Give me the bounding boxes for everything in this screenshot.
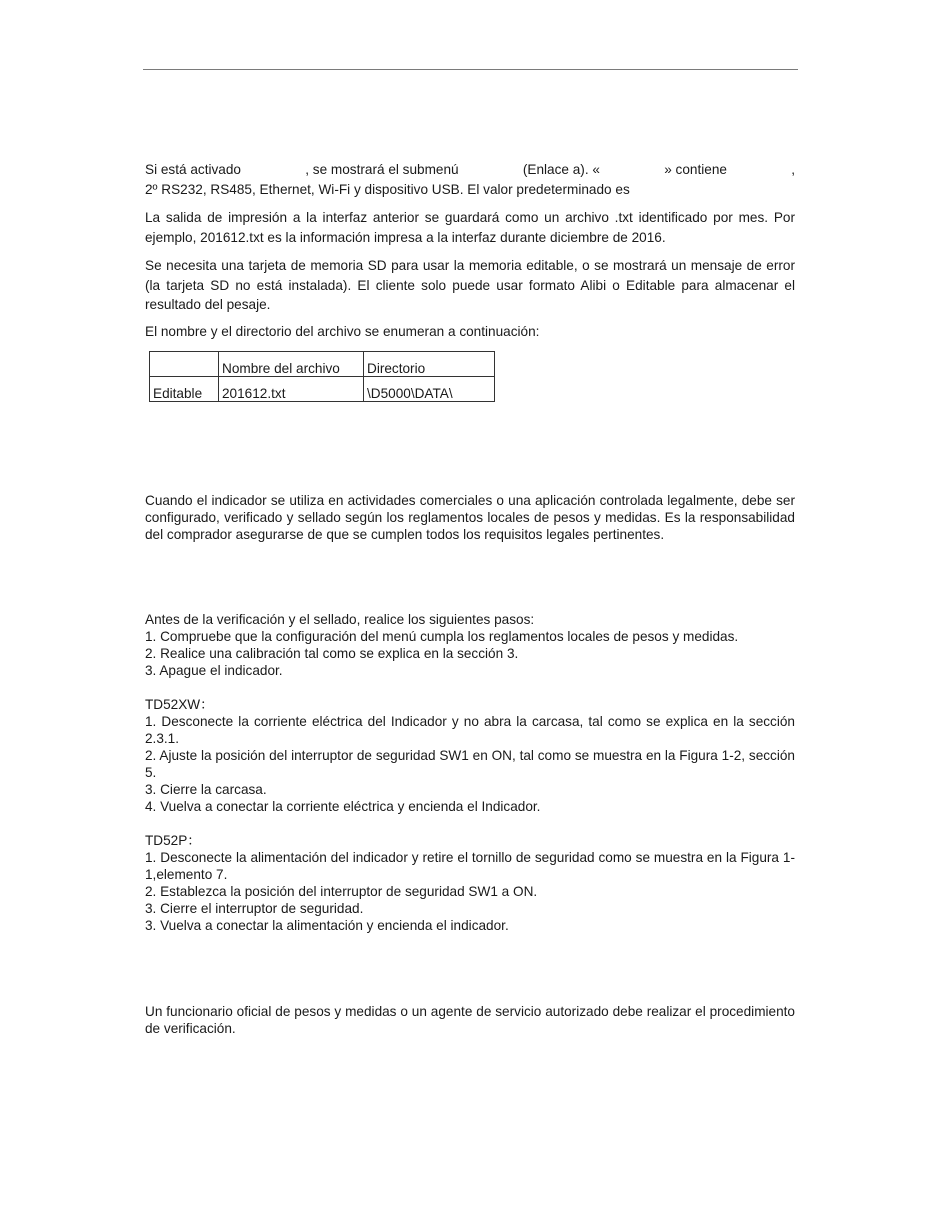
steps-intro: Antes de la verificación y el sellado, realice los siguientes pasos: [145, 612, 535, 627]
table-header-cell: Nombre del archivo [219, 352, 364, 377]
table-cell: \D5000\DATA\ [364, 377, 495, 402]
text-segment: , se mostrará el submenú [305, 162, 459, 177]
paragraph-print-output: La salida de impresión a la interfaz anterior se guardará como un archivo .txt identificado por mes. Por ejemplo, 201612.txt es la información impresa a la interfaz durante diciembre de 2016. [145, 210, 795, 245]
table-cell: Editable [150, 377, 219, 402]
table-cell: 201612.txt [219, 377, 364, 402]
list-item: 1. Compruebe que la configuración del menú cumpla los reglamentos locales de pesos y medidas. [145, 629, 739, 644]
paragraph-verification: Un funcionario oficial de pesos y medidas o un agente de servicio autorizado debe realizar el procedimiento de verificación. [145, 1004, 795, 1036]
paragraph-legal-trade: Cuando el indicador se utiliza en actividades comerciales o una aplicación controlada legalmente, debe ser configurado, verificado y sellado según los reglamentos locales de pesos y medidas. Es la responsabilidad del comprador asegurarse de que se cumplen todos los requisitos legales pertinentes. [145, 493, 795, 542]
td52xw-steps [145, 696, 795, 815]
header-rule [143, 69, 798, 70]
list-item: 1. Desconecte la alimentación del indicador y retire el tornillo de seguridad como se muestra en la Figura 1-1,elemento 7. [145, 850, 795, 882]
file-directory-table [149, 351, 495, 402]
list-item: 3. Cierre el interruptor de seguridad. [145, 901, 364, 916]
text-segment: » contiene [664, 162, 727, 177]
list-item: 2. Establezca la posición del interruptor de seguridad SW1 a ON. [145, 884, 538, 899]
list-item: 3. Apague el indicador. [145, 663, 283, 678]
list-item: 4. Vuelva a conectar la corriente eléctrica y encienda el Indicador. [145, 799, 541, 814]
paragraph-file-list-intro: El nombre y el directorio del archivo se enumeran a continuación: [145, 324, 540, 339]
list-item: 1. Desconecte la corriente eléctrica del Indicador y no abra la carcasa, tal como se explica en la sección 2.3.1. [145, 714, 795, 746]
text-line: 2º RS232, RS485, Ethernet, Wi-Fi y dispositivo USB. El valor predeterminado es [145, 181, 630, 197]
list-item: 3. Cierre la carcasa. [145, 782, 267, 797]
list-item: 2. Realice una calibración tal como se explica en la sección 3. [145, 646, 519, 661]
list-item: 2. Ajuste la posición del interruptor de seguridad SW1 en ON, tal como se muestra en la Figura 1-2, sección 5. [145, 748, 795, 780]
text-segment: , [791, 162, 795, 177]
preparation-steps [145, 611, 795, 679]
text-segment: Si está activado [145, 162, 241, 177]
section-title: TD52P： [145, 833, 201, 848]
table-row [150, 377, 495, 402]
table-header-cell: Directorio [364, 352, 495, 377]
td52p-steps [145, 832, 795, 934]
paragraph-sd-card: Se necesita una tarjeta de memoria SD para usar la memoria editable, o se mostrará un mensaje de error (la tarjeta SD no está instalada). El cliente solo puede usar formato Alibi o Editable para almacenar el resultado del pesaje. [145, 258, 795, 312]
table-header-row [150, 352, 495, 377]
paragraph-output-settings [145, 160, 795, 199]
table-header-cell [150, 352, 219, 377]
section-title: TD52XW： [145, 697, 214, 712]
list-item: 3. Vuelva a conectar la alimentación y encienda el indicador. [145, 918, 509, 933]
text-segment: (Enlace a). « [522, 162, 600, 177]
